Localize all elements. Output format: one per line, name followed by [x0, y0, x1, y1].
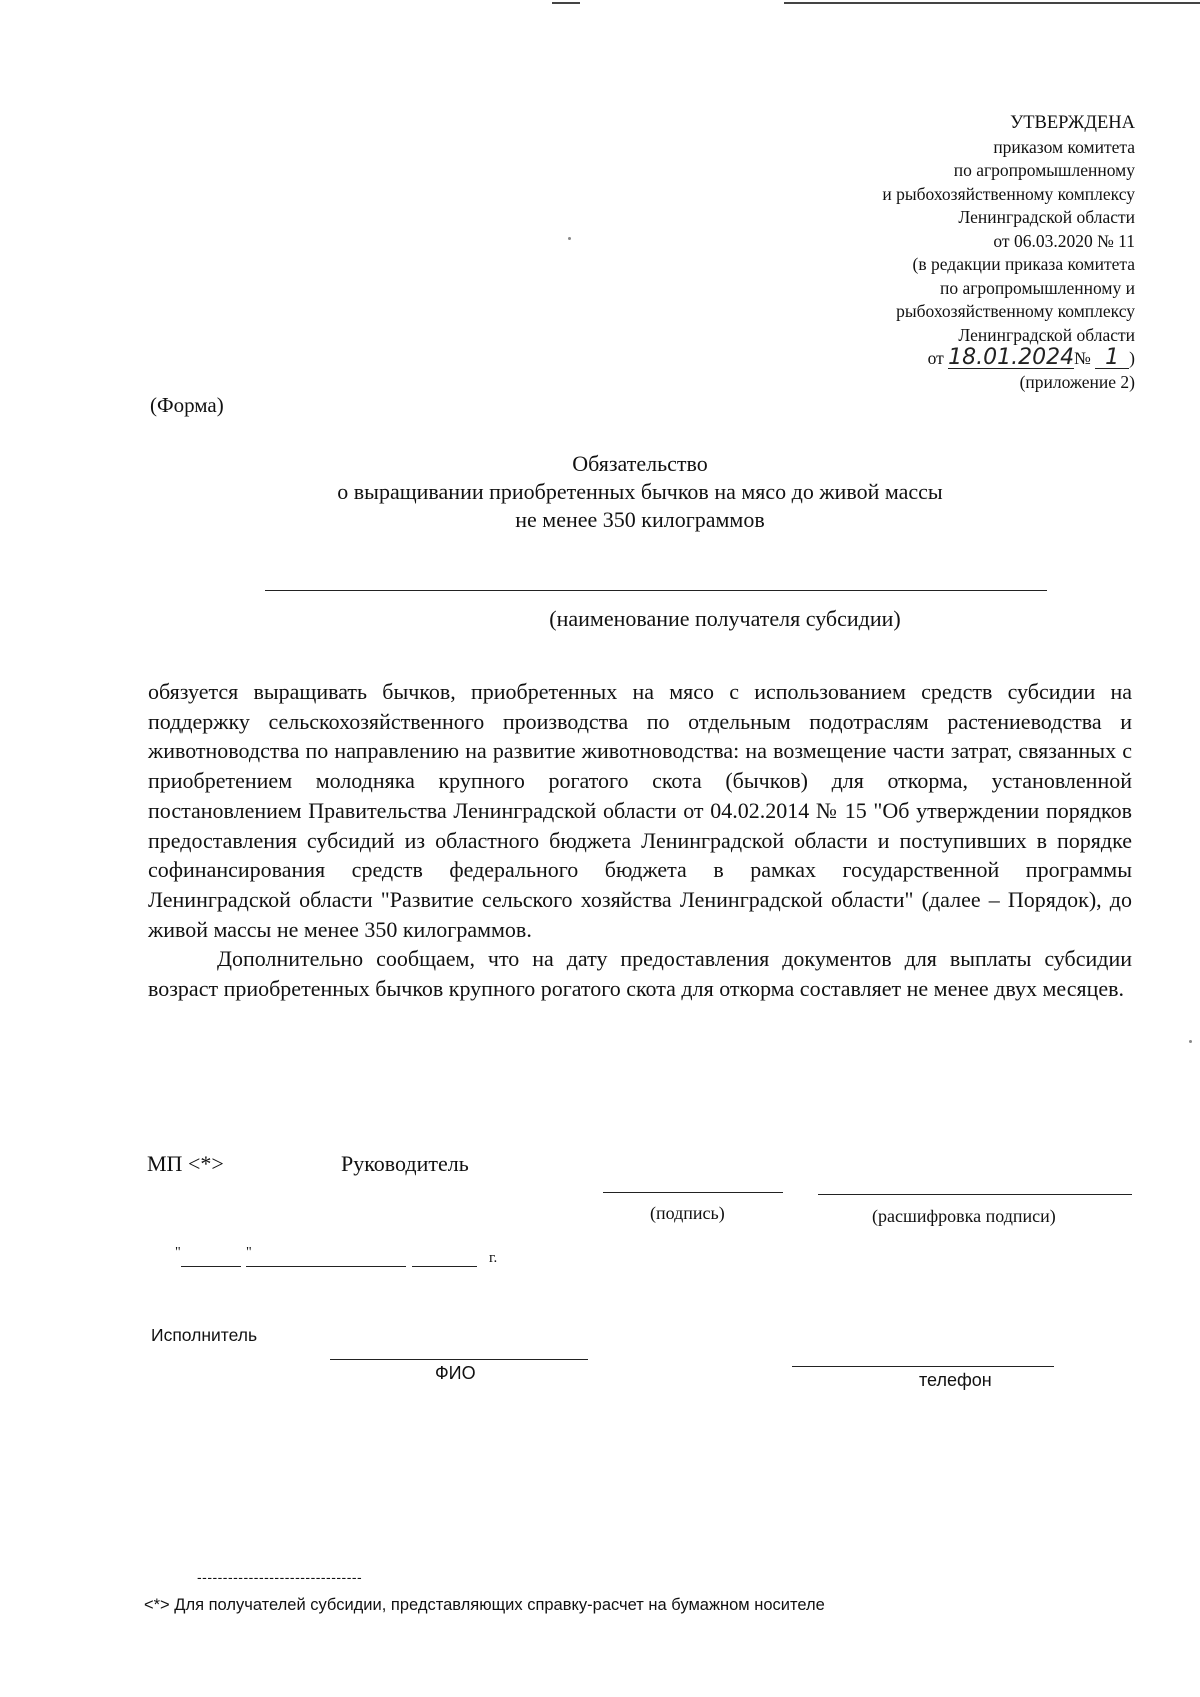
scan-artifact-line: [784, 2, 1200, 4]
executor-name-field[interactable]: [330, 1359, 588, 1360]
amendment-number-label: №: [1074, 348, 1091, 368]
title-line: не менее 350 килограммов: [515, 507, 765, 532]
recipient-name-field[interactable]: [265, 590, 1047, 591]
amendment-prefix: от: [927, 348, 944, 368]
handwritten-date: 18.01.2024: [948, 345, 1075, 370]
approval-heading: УТВЕРЖДЕНА: [1010, 113, 1135, 133]
title-line: о выращивании приобретенных бычков на мясо до живой массы: [337, 479, 943, 504]
form-label: (Форма): [150, 393, 224, 417]
handwritten-number: 1: [1095, 348, 1129, 369]
date-quote-open: ": [175, 1245, 181, 1260]
executor-phone-field[interactable]: [792, 1366, 1054, 1367]
recipient-caption: (наименование получателя субсидии): [549, 606, 901, 631]
scan-speck: [568, 237, 571, 240]
signature-field[interactable]: [603, 1192, 783, 1193]
date-month-field[interactable]: [246, 1266, 406, 1267]
approval-line: по агропромышленному: [953, 160, 1135, 180]
approval-line: и рыбохозяйственному комплексу: [882, 183, 1135, 204]
approval-block: [882, 112, 1135, 394]
scan-artifact-line: [552, 2, 580, 4]
stamp-label: МП <*>: [147, 1151, 224, 1176]
signature-decode-caption: (расшифровка подписи): [872, 1206, 1056, 1226]
approval-line: (в редакции приказа комитета: [912, 254, 1135, 274]
obligation-body: [148, 677, 1132, 1004]
body-paragraph: обязуется выращивать бычков, приобретенных на мясо с использованием средств субсидии на поддержку сельскохозяйственного производства по отдельным подотраслям растениеводства и животноводства по направлению на развитие животноводства: на возмещение части затрат, связанных с приобретением молодняка крупного рогатого скота (бычков) для откорма, установленной постановлением Правительства Ленинградской области от 04.02.2014 № 15 "Об утверждении порядков предоставления субсидий из областного бюджета Ленинградской области и поступивших в порядке софинансирования средств федерального бюджета в рамках государственной программы Ленинградской области "Развитие сельского хозяйства Ленинградской области" (далее – Порядок), до живой массы не менее 350 килограммов.: [148, 679, 1132, 942]
footnote-separator: --------------------------------: [197, 1569, 363, 1585]
approval-line: от 06.03.2020 № 11: [993, 230, 1135, 251]
executor-label: Исполнитель: [151, 1325, 258, 1345]
approval-line: Ленинградской области: [958, 324, 1135, 345]
amendment-line: [882, 347, 1135, 371]
date-year-suffix: г.: [489, 1250, 498, 1266]
executor-name-caption: ФИО: [435, 1363, 476, 1383]
approval-line: приказом комитета: [993, 136, 1135, 157]
footnote-text: <*> Для получателей субсидии, представляющих справку-расчет на бумажном носителе: [144, 1596, 825, 1614]
amendment-close: ): [1129, 348, 1135, 368]
head-label: Руководитель: [341, 1151, 469, 1176]
executor-phone-caption: телефон: [919, 1370, 992, 1390]
approval-line: по агропромышленному и: [940, 277, 1135, 298]
approval-line: Ленинградской области: [958, 207, 1135, 227]
title-line: Обязательство: [572, 451, 708, 476]
date-day-field[interactable]: [181, 1266, 241, 1267]
signature-decode-field[interactable]: [818, 1194, 1132, 1195]
signature-caption: (подпись): [650, 1203, 725, 1223]
body-paragraph: Дополнительно сообщаем, что на дату предоставления документов для выплаты субсидии возраст приобретенных бычков крупного рогатого скота для откорма составляет не менее двух месяцев.: [148, 946, 1132, 1002]
date-quote-close: ": [246, 1245, 252, 1260]
scan-speck: [1189, 1040, 1192, 1043]
approval-line: рыбохозяйственному комплексу: [896, 301, 1135, 321]
date-year-field[interactable]: [412, 1266, 477, 1267]
appendix-label: (приложение 2): [1019, 371, 1135, 392]
document-title: [150, 450, 1130, 534]
